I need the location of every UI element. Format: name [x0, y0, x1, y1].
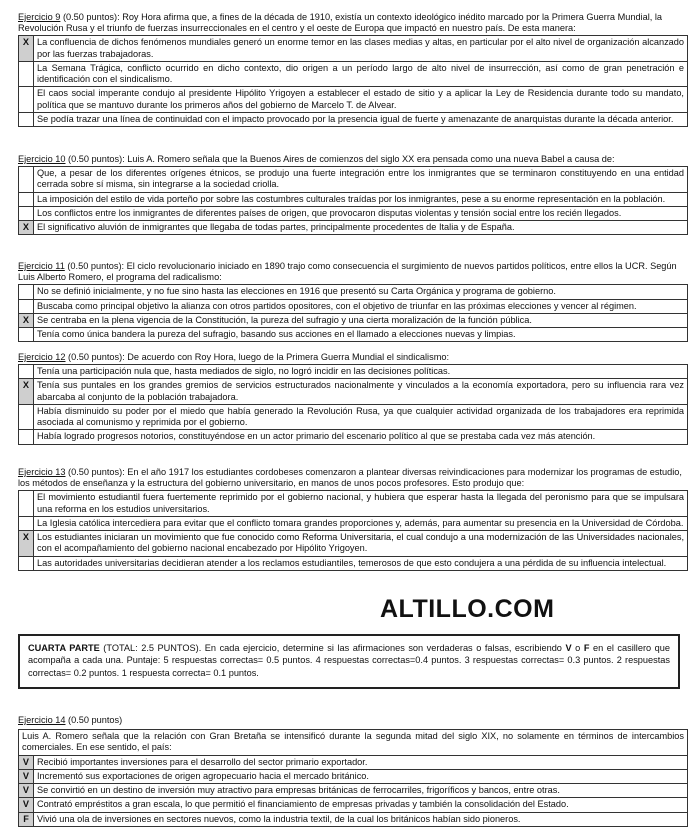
answer-checkbox[interactable] [19, 192, 34, 206]
answer-box[interactable]: F [19, 812, 34, 826]
answer-checkbox[interactable]: X [19, 379, 34, 404]
option-text: La Semana Trágica, conflicto ocurrido en dicho contexto, dio origen a un período largo de alto nivel de insurrección, así como de gran penetración e identificación con el sindicalismo. [34, 61, 688, 86]
option-row [19, 531, 688, 556]
instructions-text: o [571, 643, 584, 653]
exercise-number: Ejercicio 13 [18, 467, 66, 477]
answer-checkbox[interactable]: X [19, 531, 34, 556]
option-row [19, 221, 688, 235]
option-text: Tenía una participación nula que, hasta mediados de siglo, no logró incidir en las decisiones políticas. [34, 365, 688, 379]
option-row [19, 798, 688, 812]
option-row [19, 784, 688, 798]
exercise-number: Ejercicio 12 [18, 352, 66, 362]
exercise-points: (0.50 puntos): [65, 154, 128, 164]
question-text: Luis A. Romero señala que la Buenos Aires de comienzos del siglo XX era pensada como una nueva Babel a causa de: [127, 154, 615, 164]
exercise-number: Ejercicio 11 [18, 261, 65, 271]
exercise-points: (0.50 puntos): [65, 467, 128, 477]
option-text: Que, a pesar de los diferentes orígenes étnicos, se produjo una fuerte integración entre los inmigrantes que se terminaron constituyendo en una entidad cerrada sobre sí misma, sin integrarse a la sociedad criolla. [34, 167, 688, 192]
answer-box[interactable]: V [19, 755, 34, 769]
option-row [19, 285, 688, 299]
answer-checkbox[interactable]: X [19, 221, 34, 235]
question-text: En el año 1917 los estudiantes cordobeses comenzaron a plantear diversas reivindicaciones para modernizar los programas de estudio, los métodos de enseñanza y la estructura del gobierno universitario, en manos de unos pocos profesores. Esto produjo que: [18, 467, 682, 489]
options-table [18, 166, 688, 235]
answer-checkbox[interactable] [19, 285, 34, 299]
option-row [19, 516, 688, 530]
option-text: Se centraba en la plena vigencia de la Constitución, la pureza del sufragio y una cierta moralización de la función pública. [34, 313, 688, 327]
cuarta-parte-instructions [18, 634, 680, 689]
exercise-10 [18, 154, 688, 235]
answer-checkbox[interactable] [19, 404, 34, 429]
answer-checkbox[interactable]: X [19, 36, 34, 61]
answer-checkbox[interactable] [19, 365, 34, 379]
exercise-14 [18, 715, 688, 827]
exercise-number: Ejercicio 14 [18, 715, 66, 725]
option-row [19, 556, 688, 570]
option-row [19, 769, 688, 783]
question-text: Luis A. Romero señala que la relación con Gran Bretaña se intensificó durante la segunda mitad del siglo XIX, no solamente en términos de intercambios comerciales. En ese sentido, el país: [18, 729, 688, 754]
question-stem [18, 154, 688, 165]
option-row [19, 61, 688, 86]
option-text: No se definió inicialmente, y no fue sino hasta las elecciones en 1916 que presentó su Carta Orgánica y programa de gobierno. [34, 285, 688, 299]
exercise-points: (0.50 puntos) [65, 715, 123, 725]
instructions-text: en el casillero que acompaña a cada una. Puntaje: 5 respuestas correctas= 0.5 puntos. 4 respuestas correctas=0.4 puntos. 3 respuestas correctas= 0.3 puntos. 2 respuestas correctas= 0.2 puntos. 1 respuesta correcta= 0.1 puntos. [28, 643, 671, 678]
true-letter: V [565, 643, 572, 653]
option-text: La imposición del estilo de vida porteño por sobre las costumbres culturales traídas por los inmigrantes, pese a su enorme representación en la población. [34, 192, 688, 206]
question-stem [18, 467, 688, 489]
option-row [19, 404, 688, 429]
option-text: El significativo aluvión de inmigrantes que llegaba de todas partes, principalmente procedentes de Italia y de España. [34, 221, 688, 235]
exercise-number: Ejercicio 10 [18, 154, 66, 164]
option-text: Se convirtió en un destino de inversión muy atractivo para empresas británicas de ferrocarriles, frigoríficos y bancos, entre otras. [34, 784, 688, 798]
option-row [19, 36, 688, 61]
question-stem [18, 352, 688, 363]
answer-box[interactable]: V [19, 769, 34, 783]
option-text: Incrementó sus exportaciones de origen agropecuario hacia el mercado británico. [34, 769, 688, 783]
question-stem [18, 261, 688, 283]
option-text: Se podía trazar una línea de continuidad con el impacto provocado por la presencia igual de fuerte y amenazante de anarquistas durante la década anterior. [34, 112, 688, 126]
option-row [19, 313, 688, 327]
answer-checkbox[interactable] [19, 61, 34, 86]
option-text: La confluencia de dichos fenómenos mundiales generó un enorme temor en las clases medias y altas, en particular por el alto nivel de organización alcanzado por las fuerzas trabajadoras. [34, 36, 688, 61]
section-title: CUARTA PARTE [28, 643, 100, 653]
option-row [19, 192, 688, 206]
exercise-11 [18, 261, 688, 342]
option-row [19, 379, 688, 404]
option-row [19, 365, 688, 379]
question-stem [18, 12, 688, 34]
option-text: El movimiento estudiantil fuera fuertemente reprimido por el gobierno nacional, y hubiera que esperar hasta la llegada del peronismo para que se impulsara una reforma en los estudios universitarios. [34, 491, 688, 516]
option-text: El caos social imperante condujo al presidente Hipólito Yrigoyen a establecer el estado de sitio y a aplicar la Ley de Residencia durante todo su mandato, política que se mantuvo durante los primeros años del gobierno de Marcelo T. de Alvear. [34, 87, 688, 112]
option-text: Los conflictos entre los inmigrantes de diferentes países de origen, que provocaron disputas violentas y tensión social entre los recién llegados. [34, 206, 688, 220]
exercise-9 [18, 12, 688, 127]
options-table [18, 284, 688, 342]
option-text: Buscaba como principal objetivo la alianza con otros partidos opositores, con el objetivo de triunfar en las próximas elecciones y vencer al régimen. [34, 299, 688, 313]
answer-box[interactable]: V [19, 798, 34, 812]
option-row [19, 206, 688, 220]
options-table [18, 490, 688, 570]
question-heading [18, 715, 688, 726]
answer-box[interactable]: V [19, 784, 34, 798]
instructions-text: (TOTAL: 2.5 PUNTOS). En cada ejercicio, determine si las afirmaciones son verdaderas o falsas, escribiendo [99, 643, 566, 653]
exercise-13 [18, 467, 688, 571]
answer-checkbox[interactable] [19, 430, 34, 444]
question-text: Roy Hora afirma que, a fines de la década de 1910, existía un contexto ideológico inédito marcado por la Primera Guerra Mundial, la Revolución Rusa y el triunfo de fuerzas insurreccionales en el centro y el oeste de Europa que impactó en nuestro país. De esta manera: [18, 12, 663, 34]
option-row [19, 430, 688, 444]
exercise-number: Ejercicio 9 [18, 12, 61, 22]
answer-checkbox[interactable] [19, 516, 34, 530]
answer-checkbox[interactable] [19, 167, 34, 192]
option-row [19, 328, 688, 342]
answer-checkbox[interactable] [19, 556, 34, 570]
vf-table [18, 755, 688, 827]
answer-checkbox[interactable] [19, 87, 34, 112]
answer-checkbox[interactable]: X [19, 313, 34, 327]
option-row [19, 87, 688, 112]
question-text: De acuerdo con Roy Hora, luego de la Primera Guerra Mundial el sindicalismo: [127, 352, 450, 362]
exercise-points: (0.50 puntos): [60, 12, 123, 22]
option-text: Había logrado progresos notorios, constituyéndose en un actor primario del escenario político al que se prestaba cada vez más atención. [34, 430, 688, 444]
options-table [18, 35, 688, 127]
option-row [19, 755, 688, 769]
answer-checkbox[interactable] [19, 112, 34, 126]
option-row [19, 167, 688, 192]
option-text: Recibió importantes inversiones para el desarrollo del sector primario exportador. [34, 755, 688, 769]
option-text: Los estudiantes iniciaran un movimiento que fue conocido como Reforma Universitaria, el cual condujo a una modernización de las Universidades nacionales, con el acompañamiento del gobierno nacional encabezado por Hipólito Yrigoyen. [34, 531, 688, 556]
options-table [18, 364, 688, 444]
exercise-points: (0.50 puntos): [65, 352, 128, 362]
option-row [19, 491, 688, 516]
option-text: La Iglesia católica intercediera para evitar que el conflicto tomara grandes proporciones y, además, para aumentar su presencia en la Universidad de Córdoba. [34, 516, 688, 530]
option-row [19, 812, 688, 826]
option-text: Contrató empréstitos a gran escala, lo que permitió el financiamiento de empresas privadas y también la consolidación del Estado. [34, 798, 688, 812]
answer-checkbox[interactable] [19, 328, 34, 342]
option-text: Vivió una ola de inversiones en sectores nuevos, como la industria textil, de la cual los británicos habían sido pioneros. [34, 812, 688, 826]
answer-checkbox[interactable] [19, 299, 34, 313]
answer-checkbox[interactable] [19, 491, 34, 516]
exercise-12 [18, 352, 688, 445]
answer-checkbox[interactable] [19, 206, 34, 220]
option-text: Había disminuido su poder por el miedo que había generado la Revolución Rusa, ya que cualquier actividad organizada de los trabajadores era reprimida asociada al comunismo y reprimida por el gobierno. [34, 404, 688, 429]
option-text: Tenía sus puntales en los grandes gremios de servicios estructurados nacionalmente y vinculados a la economía exportadora, pero su influencia rara vez abarcaba al conjunto de la población trabajadora. [34, 379, 688, 404]
option-row [19, 112, 688, 126]
option-row [19, 299, 688, 313]
option-text: Las autoridades universitarias decidieran atender a los reclamos estudiantiles, temerosos de que esto condujera a una pérdida de su influencia intelectual. [34, 556, 688, 570]
option-text: Tenía como única bandera la pureza del sufragio, basando sus acciones en el llamado a elecciones nuevas y limpias. [34, 328, 688, 342]
false-letter: F [583, 643, 590, 653]
question-text: El ciclo revolucionario iniciado en 1890 trajo como consecuencia el surgimiento de nuevos partidos políticos, entre ellos la UCR. Según Luis Alberto Romero, el programa del radicalismo: [18, 261, 677, 283]
watermark: ALTILLO.COM [380, 595, 555, 623]
exercise-points: (0.50 puntos): [64, 261, 127, 271]
